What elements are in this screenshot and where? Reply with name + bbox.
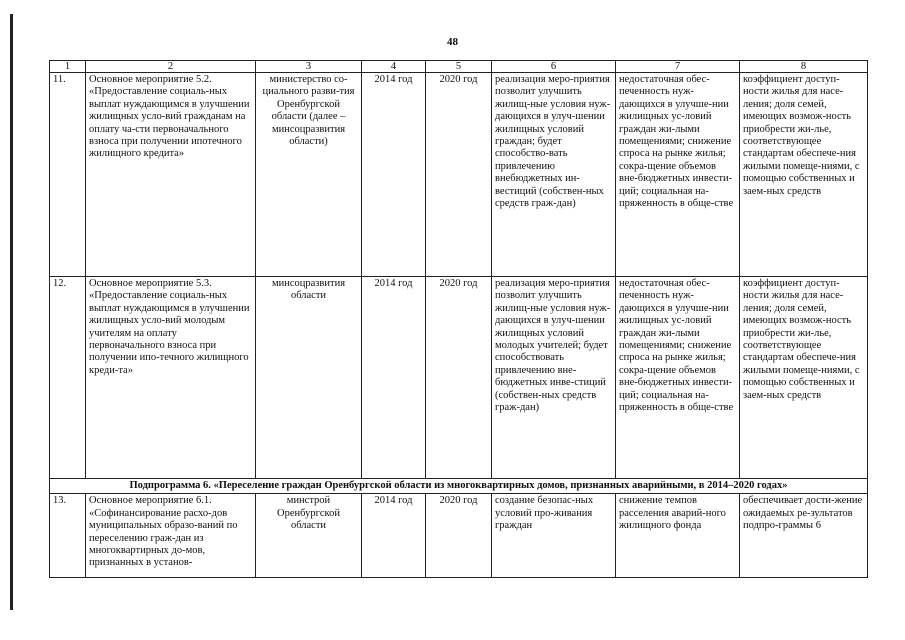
result-cell: создание безопас-ных условий про-живания граждан bbox=[492, 494, 616, 578]
indicators-cell: коэффициент доступ-ности жилья для насе-ления; доля семей, имеющих возмож-ность приобрести жи-лье, соответствующее стандартам обеспече-ния жилыми помеще-ниями, с помощью собственных и заем-ных средств bbox=[740, 277, 868, 479]
end-year-cell: 2020 год bbox=[426, 494, 492, 578]
executor-cell: минстрой Оренбургской области bbox=[256, 494, 362, 578]
column-header: 1 bbox=[50, 61, 86, 73]
start-year-cell: 2014 год bbox=[362, 277, 426, 479]
column-number-row bbox=[50, 61, 868, 73]
start-year-cell: 2014 год bbox=[362, 494, 426, 578]
event-cell: Основное мероприятие 6.1. «Софинансирование расхо-дов муниципальных образо-ваний по переселению граж-дан из многоквартирных до-мов, признанных в установ- bbox=[86, 494, 256, 578]
subprogram-title: Подпрограмма 6. «Переселение граждан Оренбургской области из многоквартирных домов, признанных аварийными, в 2014–2020 годах» bbox=[50, 479, 868, 494]
start-year-cell: 2014 год bbox=[362, 73, 426, 277]
table-row bbox=[50, 73, 868, 277]
end-year-cell: 2020 год bbox=[426, 73, 492, 277]
column-header: 4 bbox=[362, 61, 426, 73]
row-number: 13. bbox=[50, 494, 86, 578]
consequences-cell: недостаточная обес-печенность нуж-дающихся в улучше-нии жилищных ус-ловий граждан жи-лыми помещениями; снижение спроса на рынке жилья; сокра-щение объемов вне-бюджетных инвести-ций; социальная на-пряженность в обще-стве bbox=[616, 277, 740, 479]
table-row bbox=[50, 277, 868, 479]
column-header: 3 bbox=[256, 61, 362, 73]
column-header: 5 bbox=[426, 61, 492, 73]
executor-cell: минсоцразвития области bbox=[256, 277, 362, 479]
column-header: 6 bbox=[492, 61, 616, 73]
page-number: 48 bbox=[447, 36, 458, 48]
result-cell: реализация меро-приятия позволит улучшить жилищ-ные условия нуж-дающихся в улуч-шении жилищных условий граждан; будет способство-вать привлечению внебюджетных ин-вестиций (собствен-ных средств граж-дан) bbox=[492, 73, 616, 277]
executor-cell: министерство со-циального разви-тия Оренбургской области (далее – минсоцразвития области) bbox=[256, 73, 362, 277]
end-year-cell: 2020 год bbox=[426, 277, 492, 479]
indicators-cell: коэффициент доступ-ности жилья для насе-ления; доля семей, имеющих возмож-ность приобрести жи-лье, соответствующее стандартам обеспече-ния жилыми помеще-ниями, с помощью собственных и заем-ных средств bbox=[740, 73, 868, 277]
column-header: 7 bbox=[616, 61, 740, 73]
table-row bbox=[50, 494, 868, 578]
subprogram-row bbox=[50, 479, 868, 494]
row-number: 12. bbox=[50, 277, 86, 479]
measures-table bbox=[49, 60, 868, 578]
column-header: 2 bbox=[86, 61, 256, 73]
consequences-cell: недостаточная обес-печенность нуж-дающихся в улучше-нии жилищных ус-ловий граждан жи-лыми помещениями; снижение спроса на рынке жилья; сокра-щение объемов вне-бюджетных инвести-ций; социальная на-пряженность в обще-стве bbox=[616, 73, 740, 277]
indicators-cell: обеспечивает дости-жение ожидаемых ре-зультатов подпро-граммы 6 bbox=[740, 494, 868, 578]
event-cell: Основное мероприятие 5.3. «Предоставление социаль-ных выплат нуждающимся в улучшении жилищных усло-вий молодым учителям на оплату первоначального взноса при получении ипо-течного жилищного креди-та» bbox=[86, 277, 256, 479]
consequences-cell: снижение темпов расселения аварий-ного жилищного фонда bbox=[616, 494, 740, 578]
result-cell: реализация меро-приятия позволит улучшить жилищ-ные условия нуж-дающихся в улуч-шении жилищных условий молодых учителей; будет способствовать привлечению вне-бюджетных инве-стиций (собствен-ных средств граж-дан) bbox=[492, 277, 616, 479]
binding-edge-line bbox=[10, 14, 13, 610]
row-number: 11. bbox=[50, 73, 86, 277]
column-header: 8 bbox=[740, 61, 868, 73]
event-cell: Основное мероприятие 5.2. «Предоставление социаль-ных выплат нуждающимся в улучшении жилищных усло-вий гражданам на оплату ча-сти первоначального взноса при получении ипотечного жилищного кредита» bbox=[86, 73, 256, 277]
